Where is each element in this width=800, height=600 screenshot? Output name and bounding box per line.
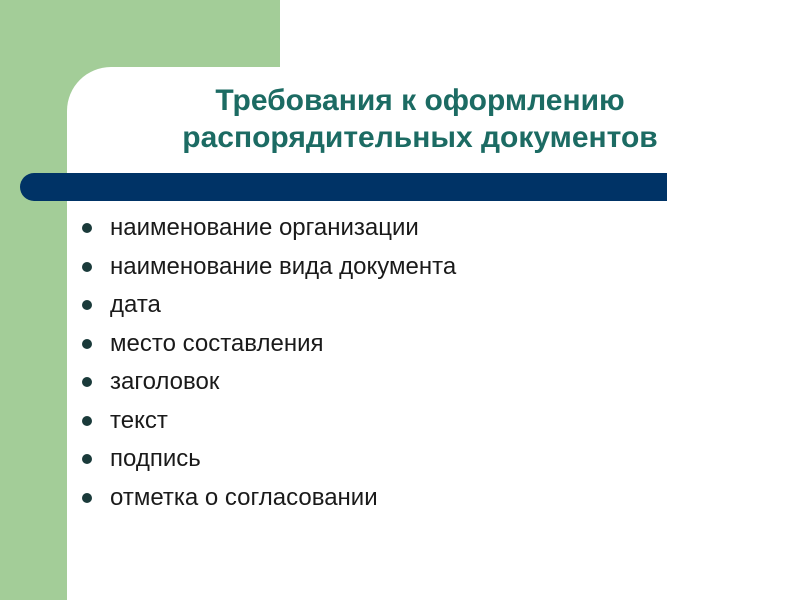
bullet-text: заголовок — [110, 368, 220, 396]
slide-title — [90, 82, 750, 156]
bullet-item-document-type — [82, 248, 456, 287]
bullet-list — [82, 209, 456, 517]
bullet-text: отметка о согласовании — [110, 483, 378, 511]
bullet-dot-icon — [82, 300, 92, 310]
bullet-dot-icon — [82, 454, 92, 464]
bullet-text: подпись — [110, 445, 201, 473]
slide-title-line-1: Требования к оформлению — [215, 84, 625, 117]
bullet-text: текст — [110, 406, 168, 434]
bullet-item-approval-mark — [82, 479, 456, 518]
bullet-item-date — [82, 286, 456, 325]
bullet-dot-icon — [82, 339, 92, 349]
bullet-item-heading — [82, 363, 456, 402]
bullet-text: наименование организации — [110, 214, 419, 242]
bullet-text: дата — [110, 291, 161, 319]
bullet-item-organization-name — [82, 209, 456, 248]
bullet-dot-icon — [82, 223, 92, 233]
bullet-item-text — [82, 402, 456, 441]
bullet-text: наименование вида документа — [110, 252, 457, 280]
bullet-item-signature — [82, 440, 456, 479]
bullet-dot-icon — [82, 377, 92, 387]
bullet-dot-icon — [82, 493, 92, 503]
bullet-text: место составления — [110, 329, 324, 357]
bullet-item-place — [82, 325, 456, 364]
bullet-dot-icon — [82, 416, 92, 426]
title-underline-bar — [20, 173, 667, 201]
slide-title-line-2: распорядительных документов — [182, 121, 658, 154]
bullet-dot-icon — [82, 262, 92, 272]
